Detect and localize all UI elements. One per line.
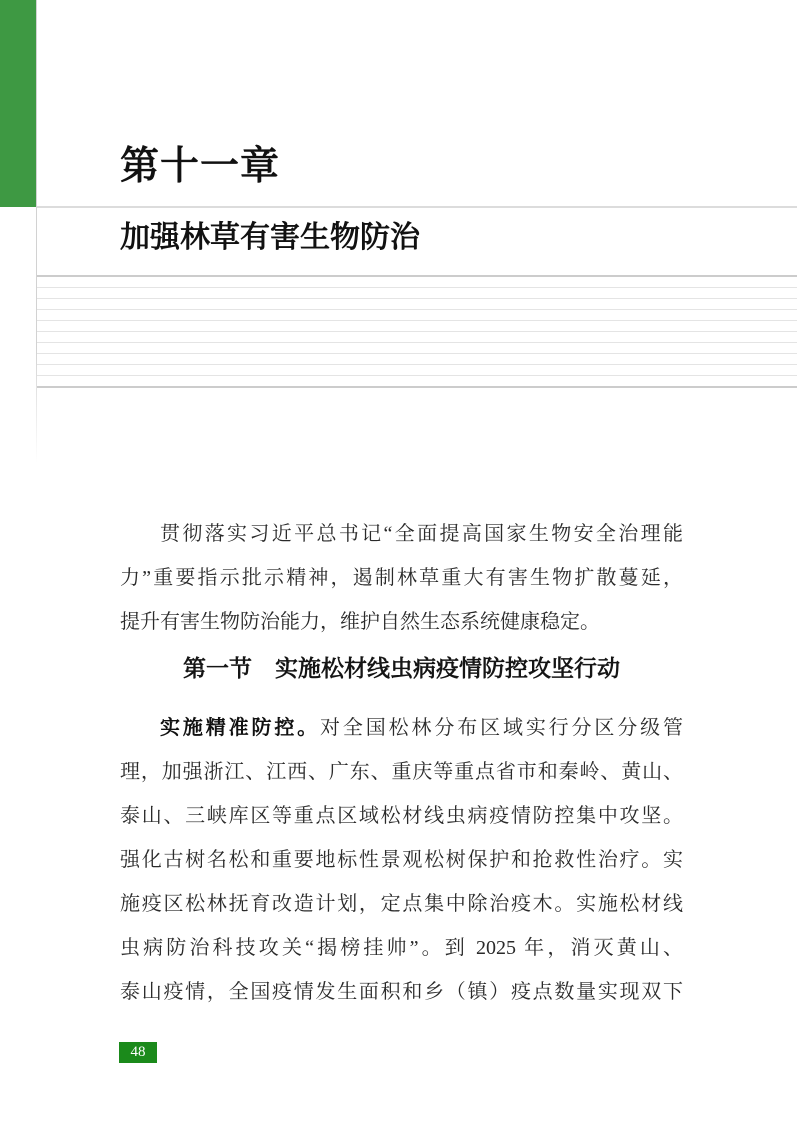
text-line <box>120 706 683 750</box>
text-line <box>120 512 683 556</box>
text-line <box>120 556 683 600</box>
text-line <box>120 750 683 794</box>
ruled-line <box>37 353 797 354</box>
ruled-line <box>37 331 797 332</box>
text-line <box>120 838 683 882</box>
body-text: 施疫区松林抚育改造计划，定点集中除治疫木。实施松材线 <box>120 893 683 915</box>
chapter-title: 加强林草有害生物防治 <box>120 221 420 254</box>
body-text: 强化古树名松和重要地标性景观松树保护和抢救性治疗。实 <box>120 849 683 871</box>
ruled-line <box>37 320 797 321</box>
ruled-line <box>37 298 797 299</box>
body-text: 虫病防治科技攻关“揭榜挂帅”。到 2025 年，消灭黄山、 <box>120 937 683 959</box>
ruled-line <box>37 342 797 343</box>
body-text: 泰山、三峡库区等重点区域松材线虫病疫情防控集中攻坚。 <box>120 805 683 827</box>
ruled-line <box>37 386 797 388</box>
header-divider-line <box>37 206 797 208</box>
body-text-block <box>120 512 683 1014</box>
margin-vertical-rule <box>36 0 37 463</box>
text-line <box>120 882 683 926</box>
body-text: 理，加强浙江、江西、广东、重庆等重点省市和秦岭、黄山、 <box>120 761 683 783</box>
body-text: 对全国松林分布区域实行分区分级管 <box>320 717 684 739</box>
decorative-ruled-lines <box>37 275 797 388</box>
bold-lead-text: 实施精准防控。 <box>160 717 321 739</box>
ruled-line <box>37 364 797 365</box>
page-number-badge: 48 <box>119 1042 157 1063</box>
section-heading: 第一节 实施松材线虫病疫情防控攻坚行动 <box>183 655 620 681</box>
body-text: 提升有害生物防治能力，维护自然生态系统健康稳定。 <box>120 611 600 633</box>
chapter-accent-bar <box>0 0 37 207</box>
text-line <box>120 794 683 838</box>
ruled-line <box>37 309 797 310</box>
body-text: 贯彻落实习近平总书记“全面提高国家生物安全治理能 <box>160 523 683 545</box>
text-line <box>120 970 683 1014</box>
text-line <box>120 926 683 970</box>
paragraph-section-body <box>120 706 683 1014</box>
ruled-line <box>37 287 797 288</box>
paragraph-intro <box>120 512 683 644</box>
body-text: 力”重要指示批示精神，遏制林草重大有害生物扩散蔓延， <box>120 567 683 589</box>
ruled-line <box>37 275 797 277</box>
text-line <box>120 600 683 644</box>
chapter-number: 第十一章 <box>120 145 281 188</box>
body-text: 泰山疫情，全国疫情发生面积和乡（镇）疫点数量实现双下 <box>120 981 683 1003</box>
ruled-line <box>37 375 797 376</box>
